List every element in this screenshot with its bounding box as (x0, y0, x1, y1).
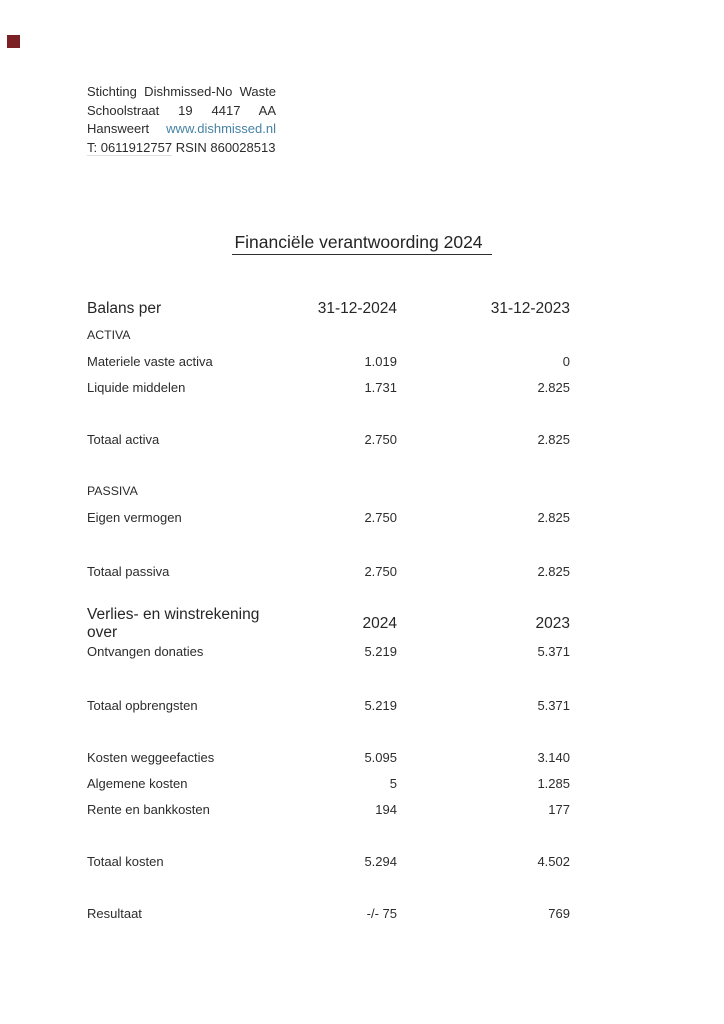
spacer (87, 452, 570, 478)
org-name: Stichting Dishmissed-No Waste (87, 84, 276, 99)
org-contact-line (87, 139, 276, 158)
row-value-2023: 5.371 (537, 643, 570, 659)
balans-col-2024: 31-12-2024 (317, 300, 397, 317)
balans-header-row (87, 296, 570, 322)
activa-label: ACTIVA (87, 328, 131, 342)
row-label: Kosten weggeefacties (87, 749, 215, 765)
row-label: Eigen vermogen (87, 509, 182, 525)
website-link[interactable]: www.dishmissed.nl (166, 121, 276, 136)
table-row-eigen-vermogen (87, 504, 570, 530)
activa-section-header (87, 322, 570, 348)
spacer (87, 822, 570, 848)
winst-header-row (87, 606, 570, 641)
row-value-2023: 769 (548, 905, 570, 921)
passiva-section-header (87, 478, 570, 504)
row-value-2024: 2.750 (364, 509, 397, 525)
row-label: Rente en bankkosten (87, 801, 210, 817)
spacer (87, 664, 570, 692)
balans-title: Balans per (87, 300, 162, 317)
row-value-2023: 177 (548, 801, 570, 817)
row-value-2024: 5 (389, 775, 397, 791)
row-value-2023: 2.825 (537, 379, 570, 395)
rsin-number: RSIN 860028513 (175, 139, 276, 155)
winst-col-2024: 2024 (362, 615, 397, 632)
table-row-totaal-passiva (87, 558, 570, 584)
row-value-2023: 0 (562, 353, 570, 369)
spacer (87, 400, 570, 426)
table-row-liquide-middelen (87, 374, 570, 400)
row-value-2023: 2.825 (537, 563, 570, 579)
balans-col-2023: 31-12-2023 (490, 300, 570, 317)
row-value-2023: 5.371 (537, 697, 570, 713)
spacer (87, 718, 570, 744)
phone-number[interactable]: T: 0611912757 (87, 139, 173, 155)
financial-table (87, 296, 570, 926)
row-value-2023: 1.285 (537, 775, 570, 791)
winst-title: Verlies- en winstrekening over (87, 606, 260, 641)
row-value-2023: 4.502 (537, 853, 570, 869)
spacer (87, 874, 570, 900)
row-value-2023: 3.140 (537, 749, 570, 765)
row-label: Materiele vaste activa (87, 353, 213, 369)
table-row-algemene-kosten (87, 770, 570, 796)
row-label: Liquide middelen (87, 379, 186, 395)
row-label: Totaal opbrengsten (87, 697, 198, 713)
row-label: Algemene kosten (87, 775, 188, 791)
row-label: Totaal passiva (87, 563, 170, 579)
table-row-totaal-activa (87, 426, 570, 452)
document-title-wrap (0, 232, 724, 255)
row-value-2024: 5.219 (364, 697, 397, 713)
row-value-2023: 2.825 (537, 509, 570, 525)
letterhead (87, 83, 276, 157)
row-value-2024: 5.219 (364, 643, 397, 659)
table-row-totaal-kosten (87, 848, 570, 874)
org-city-line (87, 120, 276, 139)
row-value-2024: 1.019 (364, 353, 397, 369)
document-title: Financiële verantwoording 2024 (232, 232, 491, 255)
row-value-2024: 5.095 (364, 749, 397, 765)
passiva-label: PASSIVA (87, 484, 138, 498)
row-label: Resultaat (87, 905, 142, 921)
table-row-totaal-opbrengsten (87, 692, 570, 718)
corner-mark (7, 35, 20, 48)
row-value-2024: 2.750 (364, 563, 397, 579)
winst-col-2023: 2023 (535, 615, 570, 632)
row-value-2024: -/- 75 (366, 905, 397, 921)
table-row-rente-en-bankkosten (87, 796, 570, 822)
org-address: Schoolstraat 19 4417 AA (87, 102, 276, 118)
row-value-2024: 194 (375, 801, 397, 817)
spacer (87, 530, 570, 558)
row-value-2023: 2.825 (537, 431, 570, 447)
row-label: Ontvangen donaties (87, 643, 204, 659)
table-row-resultaat (87, 900, 570, 926)
row-value-2024: 5.294 (364, 853, 397, 869)
row-value-2024: 2.750 (364, 431, 397, 447)
table-row-kosten-weggeefacties (87, 744, 570, 770)
row-label: Totaal activa (87, 431, 160, 447)
row-value-2024: 1.731 (364, 379, 397, 395)
table-row-materiele-vaste-activa (87, 348, 570, 374)
org-city: Hansweert (87, 121, 150, 136)
row-label: Totaal kosten (87, 853, 164, 869)
